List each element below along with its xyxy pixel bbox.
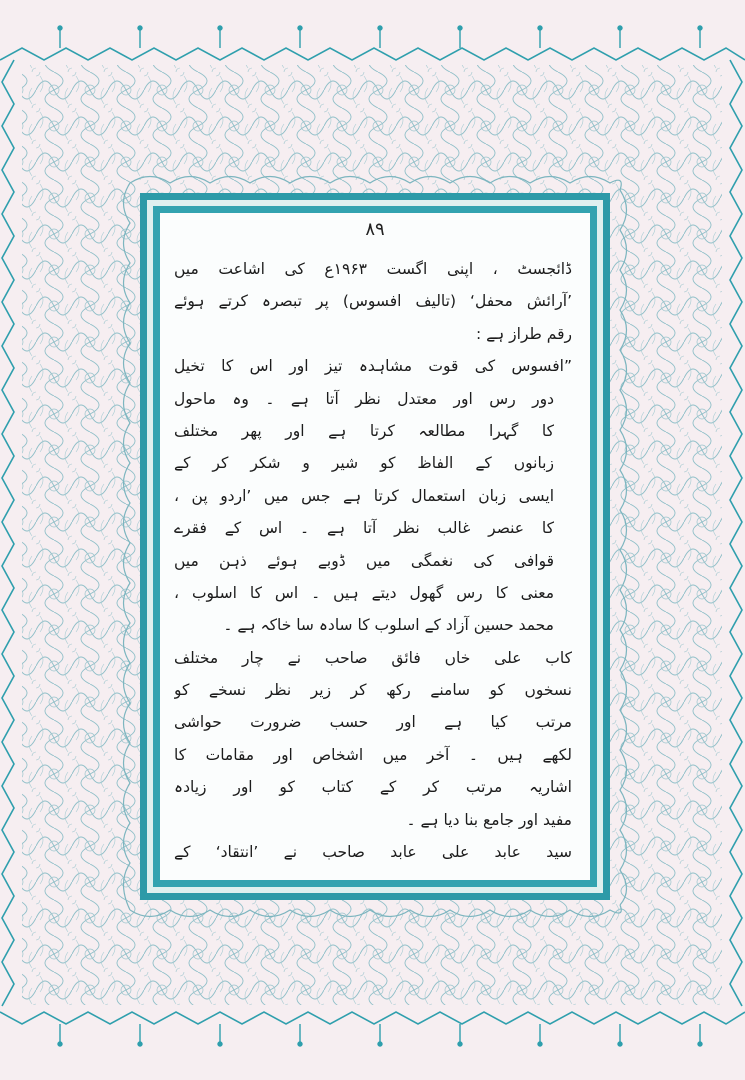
text-line: لکھے ہیں ۔ آخر میں اشخاص اور مقامات کا: [174, 745, 572, 764]
quote-line: کا عنصر غالب نظر آتا ہے ۔ اس کے فقرے: [174, 519, 554, 538]
text-panel: [160, 213, 590, 880]
quote-line: ”افسوس کی قوت مشاہدہ تیز اور اس کا تخیل: [174, 357, 572, 376]
quote-line: زبانوں کے الفاظ کو شیر و شکر کر کے: [174, 454, 554, 473]
quote-line: دور رس اور معتدل نظر آتا ہے ۔ وہ ماحول: [174, 389, 554, 408]
text-line: رقم طراز ہے :: [475, 324, 572, 343]
text-line: ’آرائش محفل‘ (تالیف افسوس) پر تبصرہ کرتے ہوئے: [174, 292, 572, 311]
quote-line: ایسی زبان استعمال کرتا ہے جس میں ’اردو پن ،: [174, 486, 554, 505]
page-number: ۸۹: [365, 219, 385, 240]
text-line: نسخوں کو سامنے رکھ کر زیر نظر نسخے کو: [174, 681, 572, 700]
quote-line: قوافی کی نغمگی میں ڈوبے ہوئے ذہن میں: [174, 551, 554, 570]
text-line: کاب علی خاں فائق صاحب نے چار مختلف: [174, 648, 572, 667]
body-text: [174, 253, 572, 868]
quote-line: معنی کا رس گھول دیتے ہیں ۔ اس کا اسلوب ،: [174, 583, 554, 602]
text-line: اشاریہ مرتب کر کے کتاب کو اور زیادہ: [174, 778, 572, 797]
text-line: سید عابد علی عابد صاحب نے ’انتقاد‘ کے: [174, 843, 572, 862]
quote-line: محمد حسین آزاد کے اسلوب کا سادہ سا خاکہ ہے ۔: [223, 616, 554, 635]
text-line: مرتب کیا ہے اور حسب ضرورت حواشی: [174, 713, 572, 732]
text-line: مفید اور جامع بنا دیا ہے ۔: [406, 810, 572, 829]
quote-line: کا گہرا مطالعہ کرتا ہے اور پھر مختلف: [174, 421, 554, 440]
text-line: ڈائجسٹ ، اپنی اگست ۱۹۶۳ع کی اشاعت میں: [174, 260, 572, 278]
